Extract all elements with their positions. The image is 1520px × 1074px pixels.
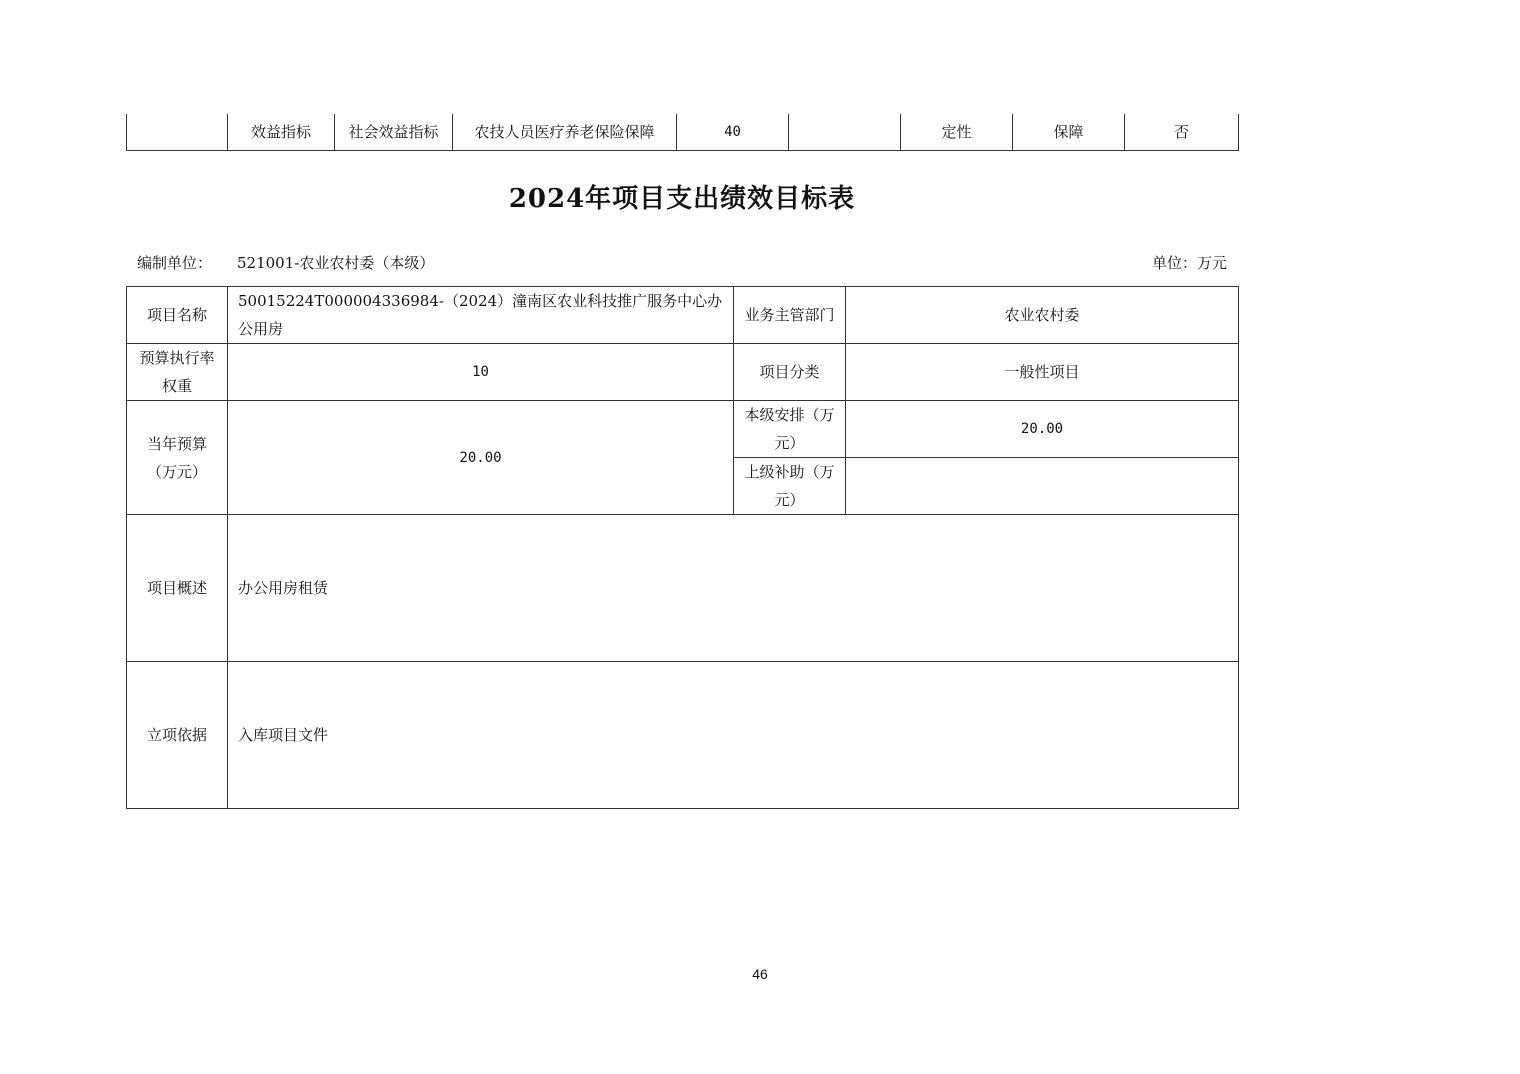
basis-value: 入库项目文件: [228, 662, 1239, 809]
performance-target-table: [126, 286, 1239, 809]
budget-value: 20.00: [228, 401, 734, 515]
indicator-type-cell: 定性: [901, 114, 1013, 151]
benefit-indicator-cell: 效益指标: [228, 114, 335, 151]
table-row: [127, 401, 1239, 458]
unit-row: [137, 252, 1227, 276]
local-value: 20.00: [846, 401, 1239, 458]
table-row: [127, 114, 1239, 151]
table-row: [127, 344, 1239, 401]
table-row: [127, 662, 1239, 809]
project-name-value: 50015224T000004336984-（2024）潼南区农业科技推广服务中心办公用房: [228, 287, 734, 344]
compiler-info: [137, 252, 434, 273]
empty-cell: [127, 114, 228, 151]
category-label: 项目分类: [734, 344, 846, 401]
previous-table-fragment: [126, 114, 1239, 151]
compiler-value: 521001-农业农村委（本级）: [237, 254, 435, 272]
category-value: 一般性项目: [846, 344, 1239, 401]
superior-value: [846, 458, 1239, 515]
indicator-flag-cell: 否: [1125, 114, 1239, 151]
indicator-value-cell: 保障: [1013, 114, 1125, 151]
social-benefit-indicator-cell: 社会效益指标: [335, 114, 453, 151]
superior-label: 上级补助（万元）: [734, 458, 846, 515]
page-title: 2024年项目支出绩效目标表: [508, 184, 856, 214]
indicator-weight-cell: 40: [677, 114, 789, 151]
exec-rate-label: 预算执行率权重: [127, 344, 228, 401]
currency-unit: 单位：万元: [1151, 254, 1227, 272]
page-number: 46: [752, 966, 768, 982]
local-label: 本级安排（万元）: [734, 401, 846, 458]
budget-label: 当年预算（万元）: [127, 401, 228, 515]
table-row: [127, 287, 1239, 344]
basis-label: 立项依据: [127, 662, 228, 809]
overview-value: 办公用房租赁: [228, 515, 1239, 662]
exec-rate-value: 10: [228, 344, 734, 401]
dept-value: 农业农村委: [846, 287, 1239, 344]
project-name-label: 项目名称: [127, 287, 228, 344]
compiler-label: 编制单位：: [137, 254, 213, 272]
indicator-name-cell: 农技人员医疗养老保险保障: [453, 114, 677, 151]
empty-cell: [789, 114, 901, 151]
dept-label: 业务主管部门: [734, 287, 846, 344]
overview-label: 项目概述: [127, 515, 228, 662]
table-row: [127, 515, 1239, 662]
